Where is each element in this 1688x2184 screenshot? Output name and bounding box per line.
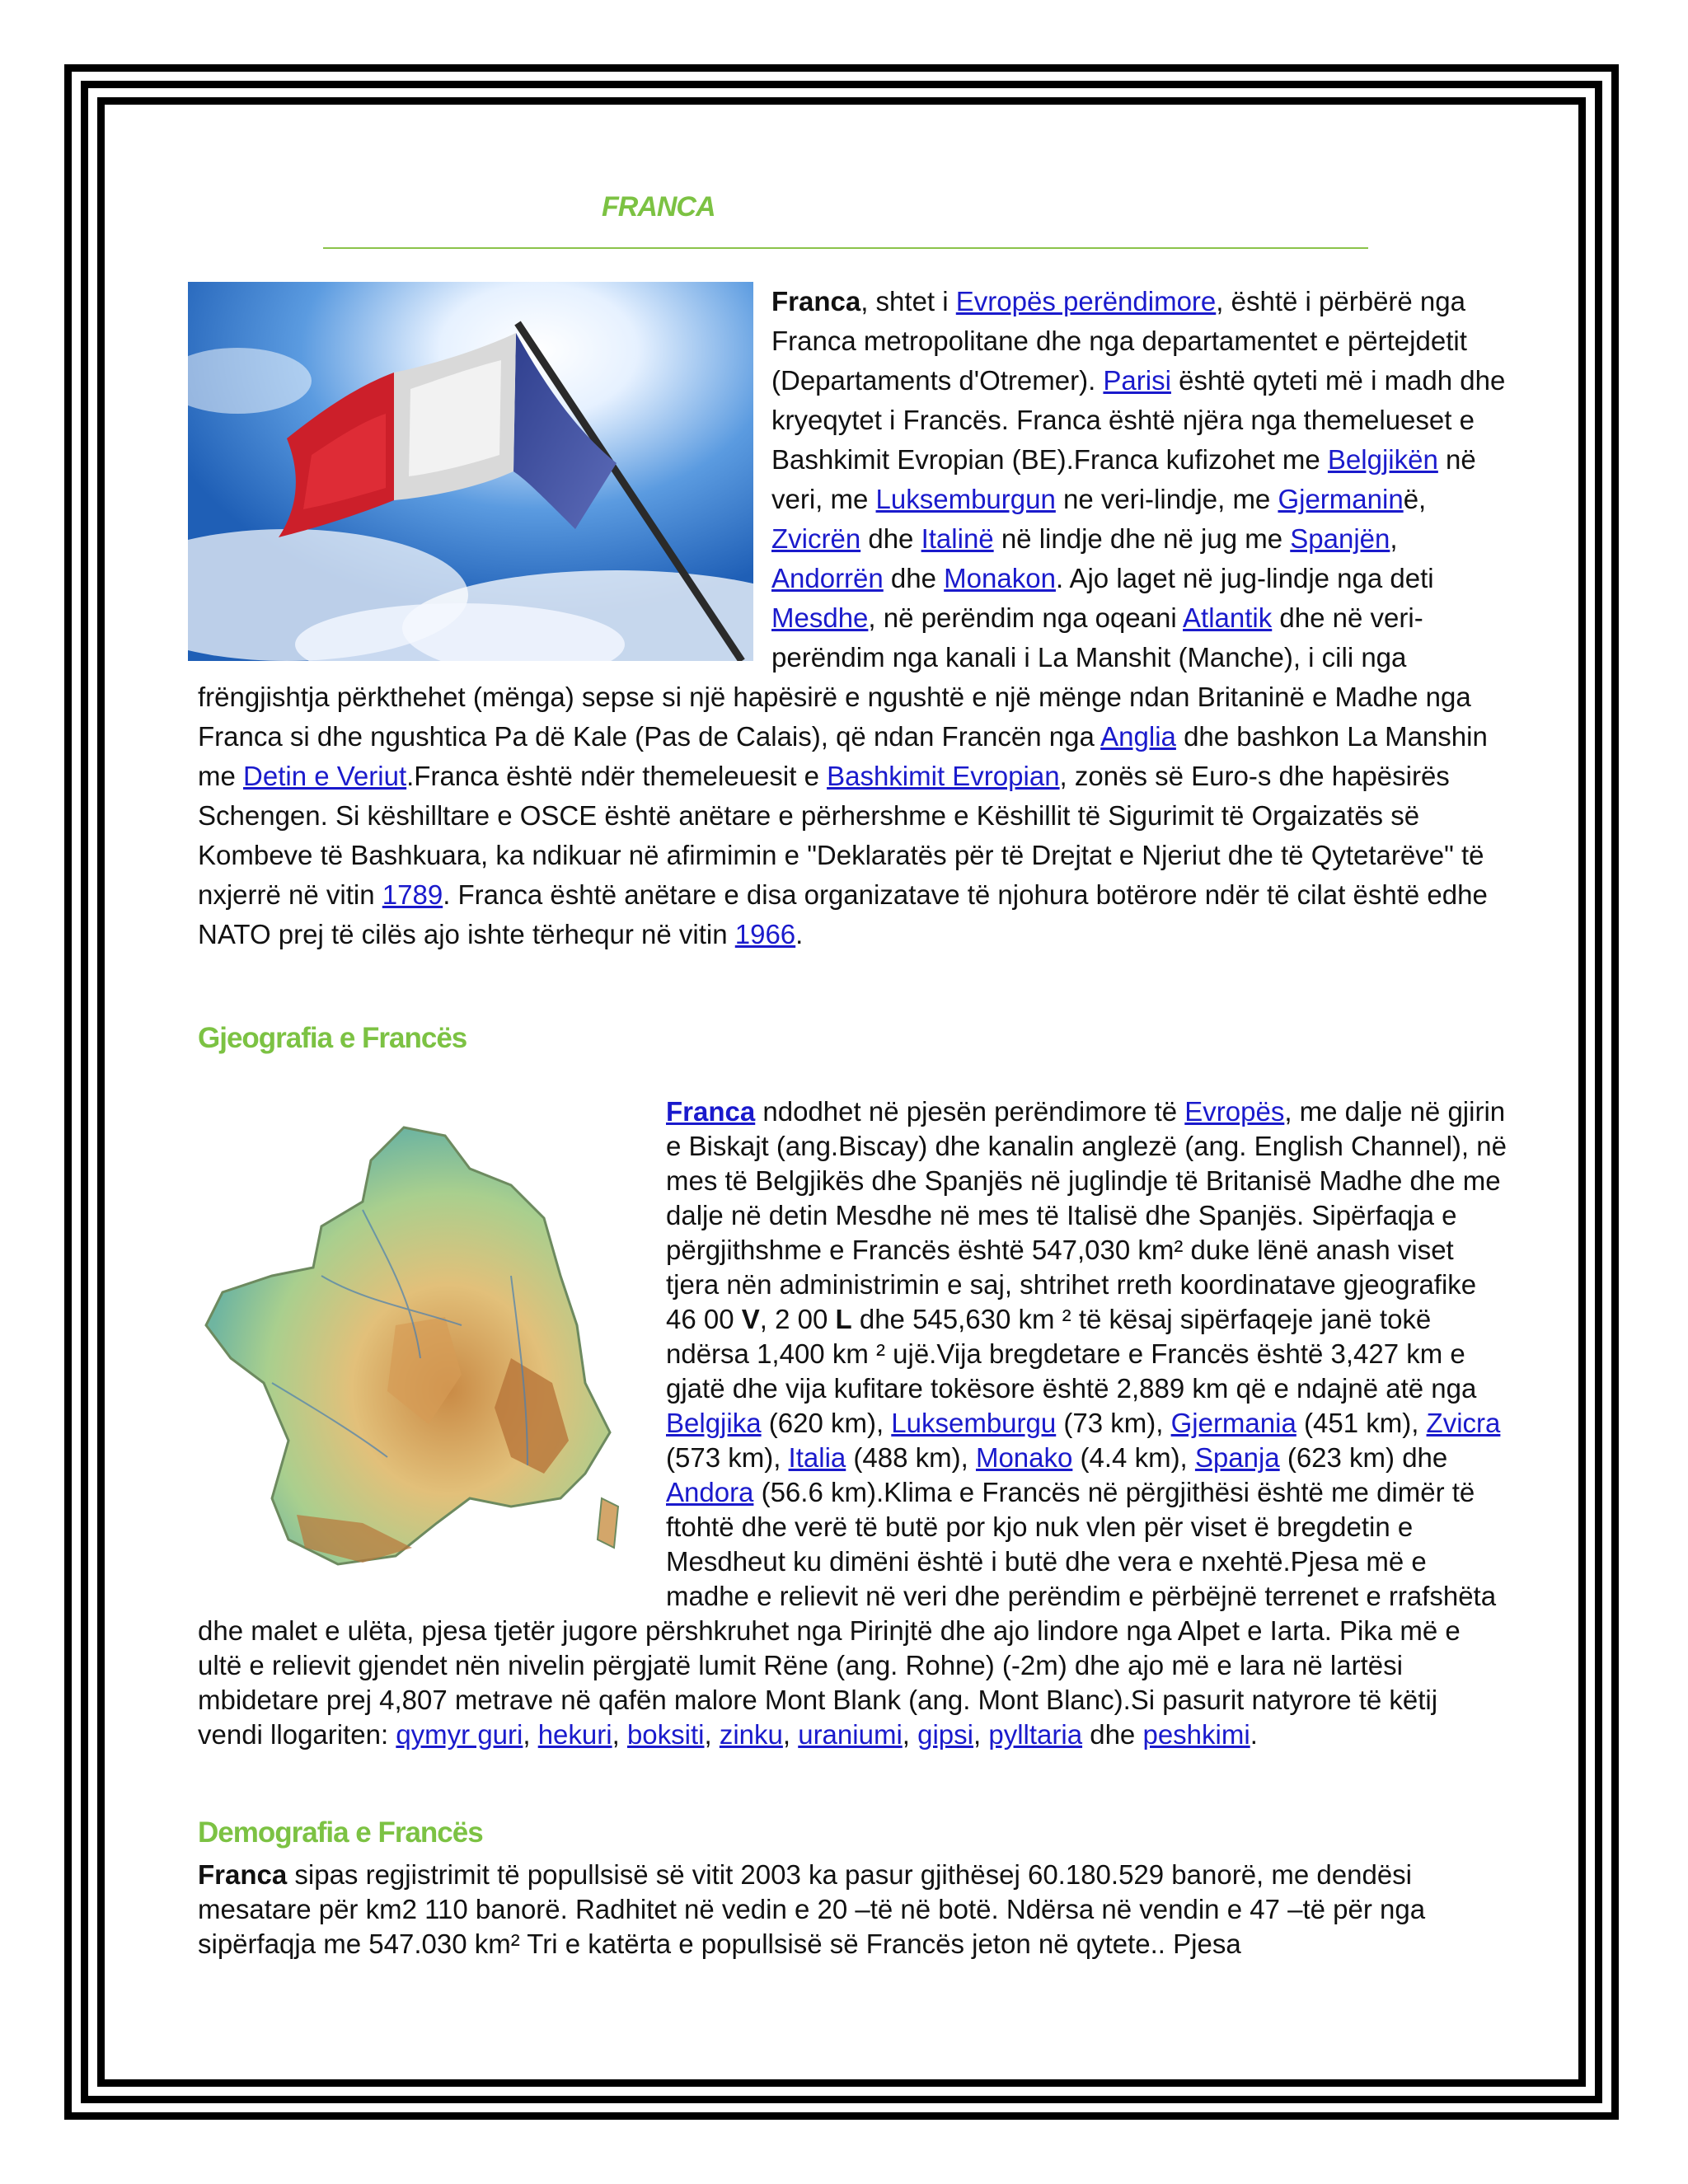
text-run: dhe bashkon La Manshin me <box>198 721 1488 791</box>
link-evropes[interactable]: Evropës <box>1184 1096 1285 1127</box>
link-luksemburgu[interactable]: Luksemburgu <box>891 1408 1057 1438</box>
link-spanja[interactable]: Spanja <box>1194 1442 1280 1473</box>
title-underline <box>323 247 1368 249</box>
text-run: sipas regjistrimit të popullsisë së vitit 2003 ka pasur gjithësej 60.180.529 banorë, me dendësi mesatare për km2 110 banorë. Radhitet në vedin e 20 –të në botë. Ndërsa në vendin e 47 –të për nga sipërfaqja me 547.030 km² Tri e katërta e popullsisë së Francës jeton në qytete.. Pjesa <box>198 1859 1426 1959</box>
intro-paragraph <box>198 282 1510 954</box>
link-belgjiken[interactable]: Belgjikën <box>1327 444 1438 475</box>
link-parisi[interactable]: Parisi <box>1103 365 1171 396</box>
link-detin-e-veriut[interactable]: Detin e Veriut <box>243 761 407 791</box>
text-run: (56.6 km).Klima e Francës në përgjithësi është me dimër të ftohtë dhe verë të butë por kjo nuk vlen për viset ë bregdetin e Mesdheut ku dimëni është i butë dhe vera e nxehtë.Pjesa më e madhe e relievit në veri dhe perëndim e përbëjnë terrenet e rrafshëta dhe malet e ulëta, pjesa tjetër jugore përshkruhet nga Pirinjtë dhe ajo lindore nga Alpet e Iarta. Pika më e ultë e relievit gjendet nën nivelin përgjatë lumit Rëne (ang. Rohne) (-2m) dhe ajo më e lara në lartësi mbidetare prej 4,807 metrave në qafën malore Mont Blank (ang. Mont Blanc).Si pasurit natyrore të këtij vendi llogariten: <box>198 1477 1497 1750</box>
link-pylltaria[interactable]: pylltaria <box>988 1719 1083 1750</box>
link-atlantik[interactable]: Atlantik <box>1183 602 1273 633</box>
text-run: .Franca është ndër themeleuesit e <box>406 761 828 791</box>
link-1789[interactable]: 1789 <box>382 879 443 910</box>
text-run: në lindje dhe në jug me <box>993 523 1291 554</box>
page-title: FRANCA <box>602 191 715 223</box>
geography-heading: Gjeografia e Francës <box>198 1022 467 1054</box>
text-run: (623 km) dhe <box>1279 1442 1448 1473</box>
link-luksemburgun[interactable]: Luksemburgun <box>875 484 1056 514</box>
link-monako[interactable]: Monako <box>975 1442 1073 1473</box>
link-uraniumi[interactable]: uraniumi <box>798 1719 903 1750</box>
text-run: (620 km), <box>761 1408 892 1438</box>
link-franca[interactable]: Franca <box>666 1096 756 1127</box>
link-gjermania[interactable]: Gjermania <box>1170 1408 1296 1438</box>
link-spanjen[interactable]: Spanjën <box>1290 523 1390 554</box>
link-evropes-perendimore[interactable]: Evropës perëndimore <box>955 286 1217 316</box>
link-italia[interactable]: Italia <box>788 1442 846 1473</box>
link-zinku[interactable]: zinku <box>719 1719 783 1750</box>
text-run: , <box>523 1719 538 1750</box>
link-zvicren[interactable]: Zvicrën <box>771 523 861 554</box>
text-run: ë, <box>1403 484 1427 514</box>
text-run: . <box>795 919 804 949</box>
text-run: , zonës së Euro-s dhe hapësirës Schengen. Si këshilltare e OSCE është anëtare e përhershme e Këshillit të Sigurimit të Orgaizatës së Kombeve të Bashkuara, ka ndikuar në afirmimin e "Deklaratës për të Drejtat e Njeriut dhe të Qytetarëve" të nxjerrë në vitin <box>198 761 1484 910</box>
text-run: , <box>704 1719 720 1750</box>
text-run: (573 km), <box>666 1442 789 1473</box>
text-run: ne veri-lindje, me <box>1055 484 1278 514</box>
text-run: . Franca është anëtare e disa organizatave të njohura botërore ndër të cilat është edhe NATO prej të cilës ajo ishte tërhequr në vitin <box>198 879 1488 949</box>
link-andora[interactable]: Andora <box>666 1477 754 1507</box>
link-zvicra[interactable]: Zvicra <box>1426 1408 1501 1438</box>
text-run: dhe <box>883 563 945 593</box>
link-boksiti[interactable]: boksiti <box>626 1719 705 1750</box>
text-run: , është i përbërë nga Franca metropolitane dhe nga departamentet e përtejdetit (Departaments d'Otremer). <box>771 286 1467 396</box>
text-run: . <box>1250 1719 1258 1750</box>
demographics-paragraph <box>198 1858 1510 1961</box>
text-run: , <box>1390 523 1398 554</box>
text-run: dhe 545,630 km ² të kësaj sipërfaqeje janë tokë ndërsa 1,400 km ² ujë.Vija bregdetare e Francës është 3,427 km e gjatë dhe vija kufitare tokësore është 2,889 km që e ndajnë atë nga <box>666 1304 1477 1404</box>
text-run: është qyteti më i madh dhe kryeqytet i Francës. Franca është njëra nga themelueset e Bashkimit Evropian (BE).Franca kufizohet me <box>771 365 1506 475</box>
text-run: , shtet i <box>860 286 956 316</box>
link-italine[interactable]: Italinë <box>921 523 994 554</box>
text-run: (488 km), <box>846 1442 976 1473</box>
text-run: dhe <box>860 523 921 554</box>
flag-spacer <box>198 282 771 663</box>
text-run: , <box>782 1719 799 1750</box>
link-1966[interactable]: 1966 <box>734 919 796 949</box>
text-run: (73 km), <box>1056 1408 1171 1438</box>
coord-v: V <box>741 1304 760 1334</box>
link-peshkimi[interactable]: peshkimi <box>1142 1719 1250 1750</box>
map-spacer <box>198 1094 666 1581</box>
link-andorren[interactable]: Andorrën <box>771 563 884 593</box>
text-run: , <box>973 1719 989 1750</box>
coord-l: L <box>835 1304 852 1334</box>
link-gjermanin[interactable]: Gjermanin <box>1278 484 1404 514</box>
demo-bold-franca: Franca <box>198 1859 288 1890</box>
intro-bold-franca: Franca <box>771 286 861 316</box>
text-run: ndodhet në pjesën perëndimore të <box>755 1096 1185 1127</box>
text-run: . Ajo laget në jug-lindje nga deti <box>1055 563 1434 593</box>
text-run: dhe në veri-perëndim nga kanali i La Manshit (Manche), i cili nga frëngjishtja përkthehet (mënga) sepse si një hapësirë e ngushtë e një mënge ndan Britaninë e Madhe nga Franca si dhe ngushtica Pa dë Kale (Pas de Calais), që ndan Francën nga <box>198 602 1471 752</box>
geography-paragraph <box>198 1094 1510 1752</box>
link-hekuri[interactable]: hekuri <box>537 1719 612 1750</box>
link-belgjika[interactable]: Belgjika <box>666 1408 762 1438</box>
text-run: (4.4 km), <box>1072 1442 1195 1473</box>
text-run: , <box>612 1719 627 1750</box>
link-anglia[interactable]: Anglia <box>1100 721 1176 752</box>
text-run: (451 km), <box>1296 1408 1427 1438</box>
text-run: në veri, me <box>771 444 1476 514</box>
link-gipsi[interactable]: gipsi <box>917 1719 973 1750</box>
link-qymyr-guri[interactable]: qymyr guri <box>396 1719 523 1750</box>
text-run: , në perëndim nga oqeani <box>868 602 1184 633</box>
text-run: dhe <box>1082 1719 1143 1750</box>
text-run: , me dalje në gjirin e Biskajt (ang.Biscay) dhe kanalin anglezë (ang. English Channel), në mes të Belgjikës dhe Spanjës në juglindje të Britanisë Madhe dhe me dalje në detin Mesdhe në mes të Italisë dhe Spanjës. Sipërfaqja e përgjithshme e Francës është 547,030 km² duke lënë anash viset tjera nën administrimin e saj, shtrihet rreth koordinatave gjeografike 46 00 <box>666 1096 1507 1334</box>
link-mesdhe[interactable]: Mesdhe <box>771 602 869 633</box>
link-monakon[interactable]: Monakon <box>944 563 1056 593</box>
text-run: , 2 00 <box>759 1304 836 1334</box>
link-bashkimit-evropian[interactable]: Bashkimit Evropian <box>827 761 1060 791</box>
text-run: , <box>902 1719 918 1750</box>
demographics-heading: Demografia e Francës <box>198 1816 483 1849</box>
